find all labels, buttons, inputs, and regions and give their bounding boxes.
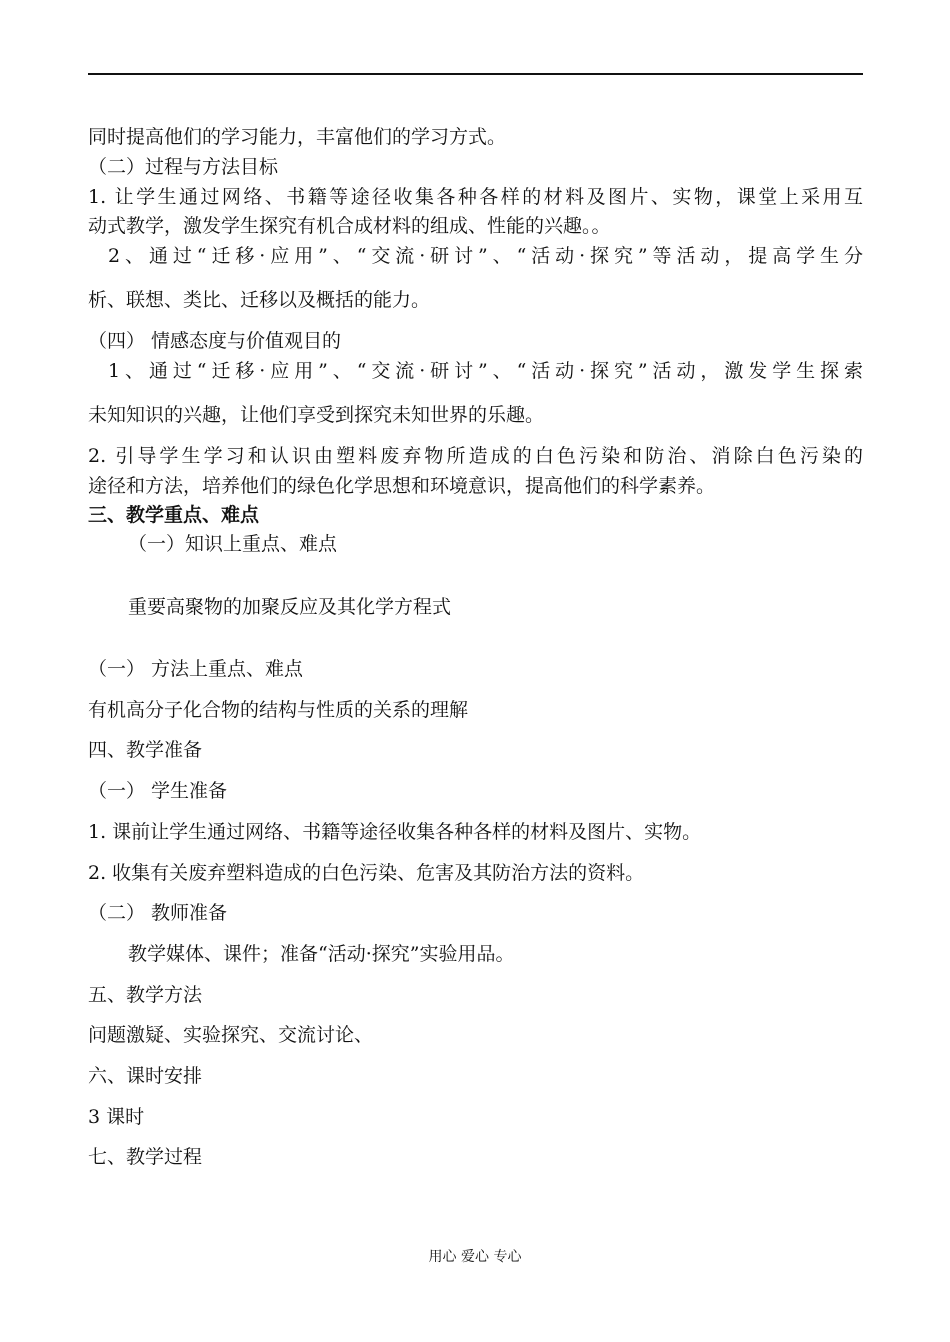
text-line: 未知知识的兴趣，让他们享受到探究未知世界的乐趣。 (88, 404, 545, 426)
text-line: 3 课时 (88, 1106, 145, 1128)
subsection-heading: （一） 方法上重点、难点 (88, 658, 304, 680)
text-line: 2. 收集有关废弃塑料造成的白色污染、危害及其防治方法的资料。 (88, 862, 645, 884)
text-line: 1. 让学生通过网络、书籍等途径收集各种各样的材料及图片、实物，课堂上采用互 (88, 186, 863, 208)
text-line: 问题激疑、实验探究、交流讨论、 (88, 1024, 374, 1046)
text-line: 重要高聚物的加聚反应及其化学方程式 (128, 596, 452, 618)
section-heading: 三、教学重点、难点 (88, 504, 260, 526)
subsection-heading: （四） 情感态度与价值观目的 (88, 330, 342, 352)
text-line: 2. 引导学生学习和认识由塑料废弃物所造成的白色污染和防治、消除白色污染的 (88, 445, 863, 467)
section-heading: 五、教学方法 (88, 984, 203, 1006)
text-line: 途径和方法，培养他们的绿色化学思想和环境意识，提高他们的科学素养。 (88, 475, 716, 497)
text-line: 动式教学，激发学生探究有机合成材料的组成、性能的兴趣。。 (88, 215, 611, 237)
text-line: 2、通过“迁移·应用”、“交流·研讨”、“活动·探究”等活动，提高学生分 (108, 245, 863, 267)
subsection-heading: （二） 教师准备 (88, 902, 228, 924)
section-heading: 七、教学过程 (88, 1146, 203, 1168)
subsection-heading: （二）过程与方法目标 (88, 156, 279, 178)
page-footer: 用心 爱心 专心 (428, 1249, 522, 1265)
text-line: 同时提高他们的学习能力，丰富他们的学习方式。 (88, 126, 507, 148)
subsection-heading: （一）知识上重点、难点 (128, 533, 338, 555)
text-line: 1. 课前让学生通过网络、书籍等途径收集各种各样的材料及图片、实物。 (88, 821, 702, 843)
section-heading: 六、课时安排 (88, 1065, 203, 1087)
section-heading: 四、教学准备 (88, 739, 203, 761)
text-line: 1、通过“迁移·应用”、“交流·研讨”、“活动·探究”活动，激发学生探索 (108, 360, 863, 382)
text-line: 析、联想、类比、迁移以及概括的能力。 (88, 289, 431, 311)
subsection-heading: （一） 学生准备 (88, 780, 228, 802)
text-line: 教学媒体、课件；准备“活动·探究”实验用品。 (128, 943, 515, 965)
text-line: 有机高分子化合物的结构与性质的关系的理解 (88, 699, 469, 721)
header-rule (88, 73, 863, 75)
